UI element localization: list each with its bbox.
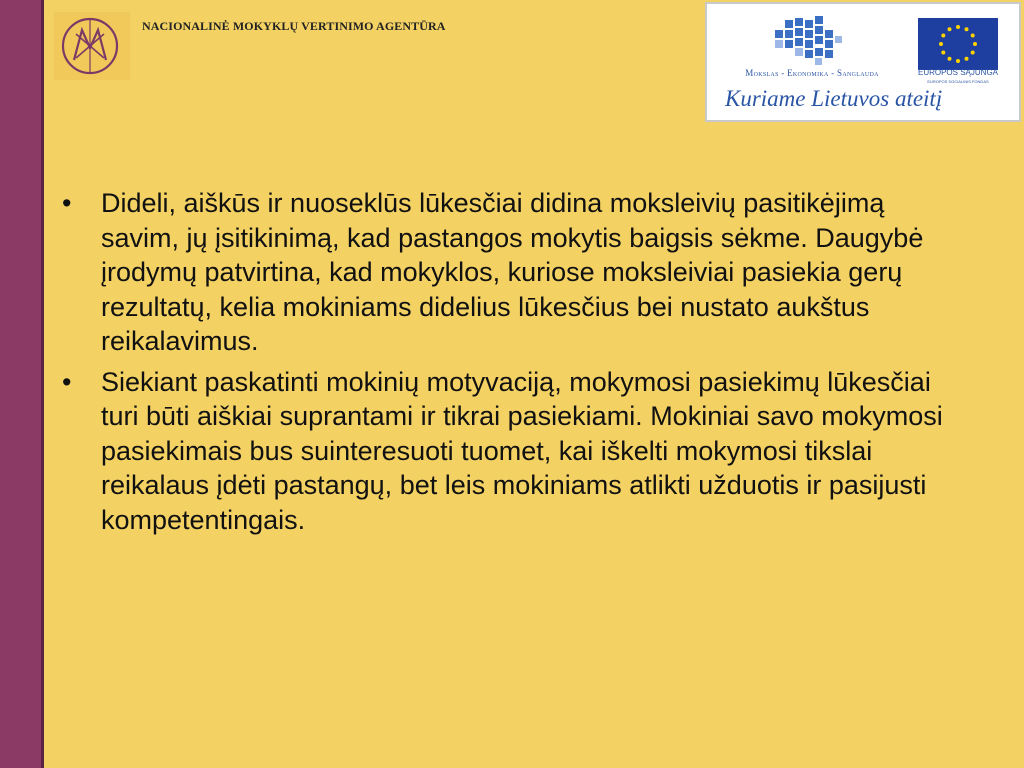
bullet-list (60, 186, 960, 543)
eu-subtitle: EUROPOS SOCIALINIS FONDAS (927, 79, 989, 84)
bullet-text: Dideli, aiškūs ir nuoseklūs lūkesčiai didina moksleivių pasitikėjimą savim, jų įsitikinimą, kad pastangos mokytis baigsis sėkme. Daugybė įrodymų patvirtina, kad mokyklos, kuriose moksleiviai pasiekia gerų rezultatų, kelia mokiniams didelius lūkesčius bei nustato aukštus reikalavimus. (101, 188, 924, 356)
bullet-marker: • (62, 188, 72, 218)
agency-name: NACIONALINĖ MOKYKLŲ VERTINIMO AGENTŪRA (142, 19, 446, 33)
agency-logo-icon (54, 12, 130, 80)
bullet-text: Siekiant paskatinti mokinių motyvaciją, mokymosi pasiekimų lūkesčiai turi būti aiškiai suprantami ir tikrai pasiekiami. Mokiniai savo mokymosi pasiekimais bus suinteresuoti tuomet, kai iškelti mokymosi tikslai reikalaus įdėti pastangų, bet leis mokiniams atlikti užduotis ir pasijusti kompetentingais. (101, 366, 943, 535)
bullet-marker: • (62, 366, 72, 397)
left-accent-bar (0, 0, 44, 768)
bullet-item (60, 365, 960, 538)
partner-logos-banner (705, 2, 1021, 122)
lithuania-map-icon (767, 14, 847, 68)
bullet-item (60, 186, 960, 359)
eu-name: EUROPOS SĄJUNGA (917, 68, 998, 77)
slogan: Kuriame Lietuvos ateitį (725, 86, 943, 111)
eu-flag-icon (918, 18, 998, 70)
program-name: Mokslas - Ekonomika - Sanglauda (745, 68, 879, 78)
